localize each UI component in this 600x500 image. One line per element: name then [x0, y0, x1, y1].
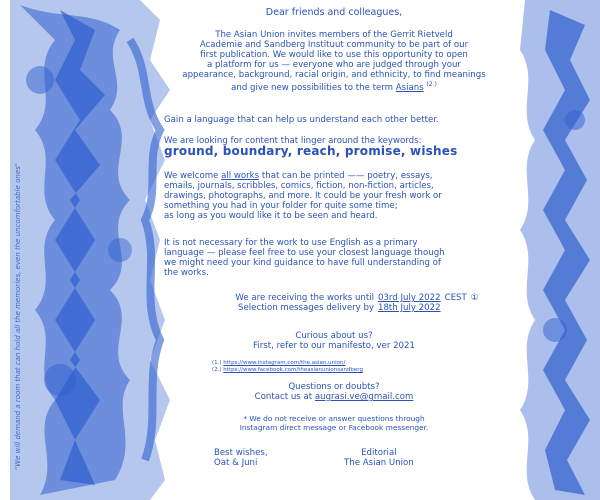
all-works-emphasis: all works — [221, 171, 260, 181]
instagram-link-row — [212, 360, 472, 367]
welcome-line: drawings, photographs, and more. It could be your fresh work or — [164, 191, 442, 201]
welcome-line-text: that can be printed —— poetry, essays, — [261, 171, 433, 181]
language-line: the works. — [164, 268, 209, 278]
link-2-ref: (2.) — [212, 367, 222, 373]
curious-section — [164, 331, 504, 351]
deadlines — [194, 293, 504, 313]
facebook-link-row — [212, 367, 472, 374]
intro-paragraph — [164, 30, 504, 93]
note-line: * We do not receive or answer questions through — [243, 414, 425, 423]
term-reference: (2.) — [426, 81, 437, 88]
contact-line — [164, 392, 504, 402]
closing-line: Best wishes, — [214, 448, 268, 458]
organization — [344, 448, 414, 468]
language-line: It is not necessary for the work to use English as a primary — [164, 238, 418, 248]
welcome-line: emails, journals, scribbles, comics, fiction, non-fiction, articles, — [164, 181, 434, 191]
signers: Oat & Juni — [214, 458, 258, 468]
intro-line: first publication. We would like to use this opportunity to open — [200, 50, 468, 60]
welcome-line: something you had in your folder for quite some time; — [164, 201, 398, 211]
intro-line: appearance, background, racial origin, and ethnicity, to find meanings — [182, 70, 486, 80]
intro-line — [164, 80, 504, 93]
receiving-date: 03rd July 2022 — [378, 293, 441, 303]
org-name: The Asian Union — [344, 458, 414, 468]
messaging-note — [164, 414, 504, 432]
right-brush-border — [495, 0, 600, 500]
language-line: we might need your kind guidance to have full understanding of — [164, 258, 441, 268]
facebook-link[interactable]: https://www.facebook.com/theasianunionsandberg — [223, 367, 363, 373]
welcome-start: We welcome — [164, 171, 219, 181]
language-paragraph — [164, 238, 504, 278]
term-asians: Asians — [395, 82, 424, 93]
selection-date: 18th July 2022 — [378, 303, 441, 313]
welcome-paragraph — [164, 171, 504, 221]
questions-heading: Questions or doubts? — [288, 382, 380, 392]
intro-line: Academie and Sandberg Instituut community to be part of our — [199, 40, 469, 50]
selection-label: Selection messages delivery by — [238, 303, 374, 313]
clock-icon: ① — [470, 293, 479, 303]
instagram-link[interactable]: https://www.instagram.com/the.asian.union/ — [223, 360, 346, 366]
keywords: ground, boundary, reach, promise, wishes — [164, 144, 458, 158]
closing — [214, 448, 268, 468]
language-line: language — please feel free to use your closest language though — [164, 248, 445, 258]
note-line: Instagram direct message or Facebook messenger. — [239, 423, 429, 432]
manifesto-reference: First, refer to our manifesto, ver 2021 — [253, 341, 415, 351]
gain-language-line: Gain a language that can help us understand each other better. — [164, 115, 439, 125]
greeting: Dear friends and colleagues, — [265, 7, 403, 18]
receiving-deadline — [194, 293, 504, 303]
receiving-label: We are receiving the works until — [235, 293, 374, 303]
welcome-line: as long as you would like it to be seen and heard. — [164, 211, 378, 221]
intro-line: a platform for us — everyone who are judged through your — [207, 60, 461, 70]
timezone: CEST — [444, 293, 467, 303]
keywords-intro: We are looking for content that linger around the keywords: — [164, 136, 422, 146]
contact-email[interactable]: augrasi.ve@gmail.com — [314, 392, 414, 402]
selection-deadline — [194, 303, 504, 313]
vertical-quote: "We will demand a room that can hold all the memories, even the uncomfortable ones" — [14, 163, 22, 470]
link-1-ref: (1.) — [212, 360, 222, 366]
org-role: Editorial — [361, 448, 397, 458]
welcome-line — [164, 171, 504, 181]
curious-heading: Curious about us? — [295, 331, 373, 341]
contact-section — [164, 382, 504, 402]
social-links — [212, 360, 472, 374]
intro-line-text: and give new possibilities to the term — [231, 82, 394, 93]
contact-label: Contact us at — [254, 392, 313, 402]
intro-line: The Asian Union invites members of the Gerrit Rietveld — [215, 30, 453, 40]
